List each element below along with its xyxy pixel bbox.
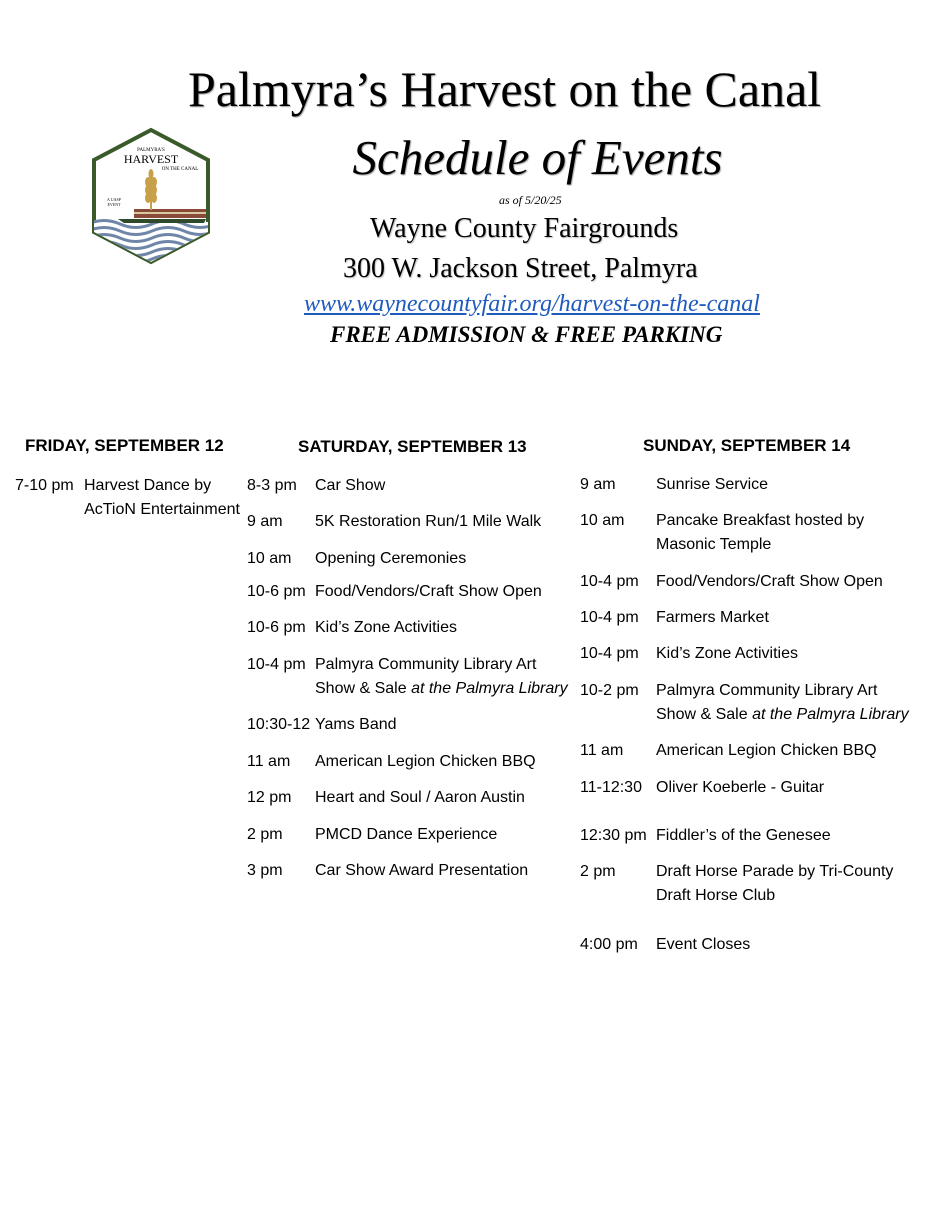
- event-time: 10-4 pm: [580, 645, 639, 662]
- event-desc-line1: Farmers Market: [656, 609, 769, 626]
- admission-note: FREE ADMISSION & FREE PARKING: [330, 322, 723, 347]
- event-desc-line1: Car Show Award Presentation: [315, 862, 529, 879]
- event-desc-line1: PMCD Dance Experience: [315, 826, 498, 843]
- event-desc: [315, 823, 615, 847]
- event-time: 11 am: [247, 753, 291, 770]
- event-time: 4:00 pm: [580, 936, 638, 953]
- event-desc-line1: Pancake Breakfast hosted by: [656, 512, 865, 529]
- event-desc: [656, 739, 935, 763]
- event-desc: [315, 750, 615, 774]
- event-desc: [656, 776, 935, 800]
- event-time: 9 am: [247, 513, 283, 530]
- event-time: 7-10 pm: [15, 477, 74, 494]
- event-desc-line2: [656, 703, 935, 727]
- event-time: 10-6 pm: [247, 583, 306, 600]
- sunday-heading: SUNDAY, SEPTEMBER 14: [643, 436, 851, 455]
- event-desc-line1: Kid’s Zone Activities: [656, 645, 798, 662]
- event-time: 10-4 pm: [580, 609, 639, 626]
- event-desc: [315, 713, 615, 737]
- as-of-date: as of 5/20/25: [499, 193, 562, 207]
- event-time: 10-4 pm: [247, 656, 306, 673]
- event-desc-line1: Draft Horse Parade by Tri-County: [656, 863, 894, 880]
- event-time: 12 pm: [247, 789, 292, 806]
- event-desc-line1: Event Closes: [656, 936, 751, 953]
- event-desc: [315, 616, 615, 640]
- page-subtitle: Schedule of Events: [352, 130, 723, 185]
- event-desc-line1: Fiddler’s of the Genesee: [656, 827, 831, 844]
- event-time: 2 pm: [580, 863, 616, 880]
- event-desc-line1: Car Show: [315, 477, 386, 494]
- event-desc-line2: [656, 533, 935, 557]
- event-desc: [315, 653, 615, 701]
- event-time: 10-2 pm: [580, 682, 639, 699]
- event-desc-line1: Heart and Soul / Aaron Austin: [315, 789, 525, 806]
- event-desc-line1: American Legion Chicken BBQ: [315, 753, 536, 770]
- event-desc-line1: Palmyra Community Library Art: [656, 682, 878, 699]
- event-desc: [656, 824, 935, 848]
- friday-event: [15, 474, 240, 522]
- event-desc: [656, 509, 935, 557]
- event-time: 11 am: [580, 742, 624, 759]
- event-desc-line1: Opening Ceremonies: [315, 550, 467, 567]
- event-desc: [656, 473, 935, 497]
- page-title: Palmyra’s Harvest on the Canal: [188, 61, 822, 117]
- logo-line1: PALMYRA'S: [137, 148, 165, 153]
- event-desc-line2: AcTioN Entertainment: [84, 501, 240, 518]
- event-desc-line2-text: Masonic Temple: [656, 536, 772, 553]
- website-link[interactable]: www.waynecountyfair.org/harvest-on-the-canal: [304, 291, 760, 317]
- event-desc: [656, 679, 935, 727]
- event-desc: [315, 510, 615, 534]
- event-desc-line2: [315, 677, 615, 701]
- event-desc-line2-text: Draft Horse Club: [656, 887, 776, 904]
- event-time: 10 am: [247, 550, 292, 567]
- event-desc-line1: American Legion Chicken BBQ: [656, 742, 877, 759]
- event-desc: [656, 933, 935, 957]
- event-time: 2 pm: [247, 826, 283, 843]
- event-desc-line1: Harvest Dance by: [84, 477, 212, 494]
- event-desc: [315, 859, 615, 883]
- event-desc: [656, 642, 935, 666]
- event-time: 10-6 pm: [247, 619, 306, 636]
- event-desc-line1: Kid’s Zone Activities: [315, 619, 457, 636]
- event-desc-line1: Palmyra Community Library Art: [315, 656, 537, 673]
- event-desc: [656, 860, 935, 908]
- event-time: 10:30-12: [247, 716, 311, 733]
- event-desc-line2: [656, 884, 935, 908]
- event-desc-line1: Yams Band: [315, 716, 397, 733]
- event-location: at the Palmyra Library: [752, 706, 909, 723]
- friday-heading: FRIDAY, SEPTEMBER 12: [25, 436, 224, 455]
- logo-line3: ON THE CANAL: [161, 167, 199, 172]
- event-desc-line1: Sunrise Service: [656, 476, 769, 493]
- event-desc: [315, 580, 615, 604]
- event-desc: [656, 570, 935, 594]
- event-desc: [315, 474, 615, 498]
- event-desc-line2-text: Show & Sale: [656, 706, 753, 723]
- event-desc-line1: Food/Vendors/Craft Show Open: [315, 583, 542, 600]
- event-time: 10-4 pm: [580, 573, 639, 590]
- venue-name: Wayne County Fairgrounds: [370, 213, 679, 244]
- event-desc-line2-text: Show & Sale: [315, 680, 412, 697]
- event-time: 11-12:30: [580, 779, 642, 796]
- event-desc: [656, 606, 935, 630]
- venue-address: 300 W. Jackson Street, Palmyra: [343, 253, 698, 284]
- event-desc: [84, 474, 240, 522]
- event-desc: [315, 786, 615, 810]
- event-desc-line1: Oliver Koeberle - Guitar: [656, 779, 825, 796]
- logo-tag2: EVENT: [107, 202, 121, 207]
- logo-line2: HARVEST: [123, 152, 179, 166]
- event-time: 12:30 pm: [580, 827, 647, 844]
- logo-tag1: A UASP: [107, 197, 121, 202]
- event-desc-line1: Food/Vendors/Craft Show Open: [656, 573, 883, 590]
- event-time: 10 am: [580, 512, 625, 529]
- event-time: 3 pm: [247, 862, 283, 879]
- event-desc: [315, 547, 615, 571]
- saturday-heading: SATURDAY, SEPTEMBER 13: [298, 437, 527, 456]
- event-desc-line1: 5K Restoration Run/1 Mile Walk: [315, 513, 542, 530]
- event-location: at the Palmyra Library: [411, 680, 568, 697]
- event-time: 8-3 pm: [247, 477, 297, 494]
- event-time: 9 am: [580, 476, 616, 493]
